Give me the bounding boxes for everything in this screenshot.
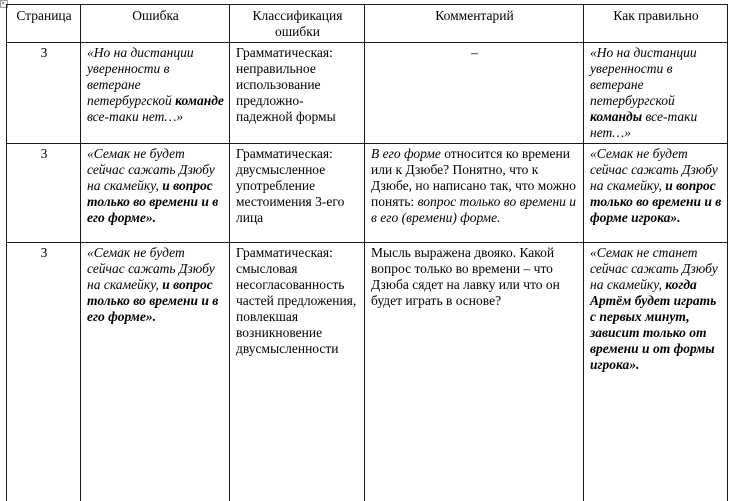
cell-classification: Грамматическая: смысловая несогласованность частей предложения, повлекшая возникновение двусмысленности	[230, 243, 365, 501]
cell-comment: В его форме относится ко времени или к Дзюбе? Понятно, что к Дзюбе, но написано так, что можно понять: вопрос только во времени и в его (времени) форме.	[365, 144, 584, 243]
cell-correct: «Но на дистанции уверенности в ветеране петербургской команды все-таки нет…»	[584, 43, 728, 144]
cell-correct: «Семак не станет сейчас сажать Дзюбу на скамейку, когда Артём будет играть с первых минут, зависит только от времени и от формы игрока».	[584, 243, 728, 501]
header-cell-comment: Комментарий	[365, 5, 584, 43]
errors-table	[6, 4, 728, 501]
table-row	[7, 243, 728, 501]
cell-error: «Но на дистанции уверенности в ветеране петербургской команде все-таки нет…»	[81, 43, 230, 144]
cell-error: «Семак не будет сейчас сажать Дзюбу на скамейку, и вопрос только во времени и в его форме».	[81, 144, 230, 243]
cell-page: 3	[7, 243, 81, 501]
header-cell-error: Ошибка	[81, 5, 230, 43]
cell-classification: Грамматическая: неправильное использование предложно-падежной формы	[230, 43, 365, 144]
cell-classification: Грамматическая: двусмысленное употребление местоимения 3-его лица	[230, 144, 365, 243]
cell-page: 3	[7, 43, 81, 144]
cell-comment: –	[365, 43, 584, 144]
table-row	[7, 144, 728, 243]
header-cell-classification: Классификация ошибки	[230, 5, 365, 43]
table-header-row	[7, 5, 728, 43]
cell-comment: Мысль выражена двояко. Какой вопрос только во времени – что Дзюба сядет на лавку или что он будет играть в основе?	[365, 243, 584, 501]
cell-page: 3	[7, 144, 81, 243]
table-row	[7, 43, 728, 144]
header-cell-page: Страница	[7, 5, 81, 43]
header-cell-correct: Как правильно	[584, 5, 728, 43]
cell-error: «Семак не будет сейчас сажать Дзюбу на скамейку, и вопрос только во времени и в его форме».	[81, 243, 230, 501]
cell-correct: «Семак не будет сейчас сажать Дзюбу на скамейку, и вопрос только во времени и в форме игрока».	[584, 144, 728, 243]
